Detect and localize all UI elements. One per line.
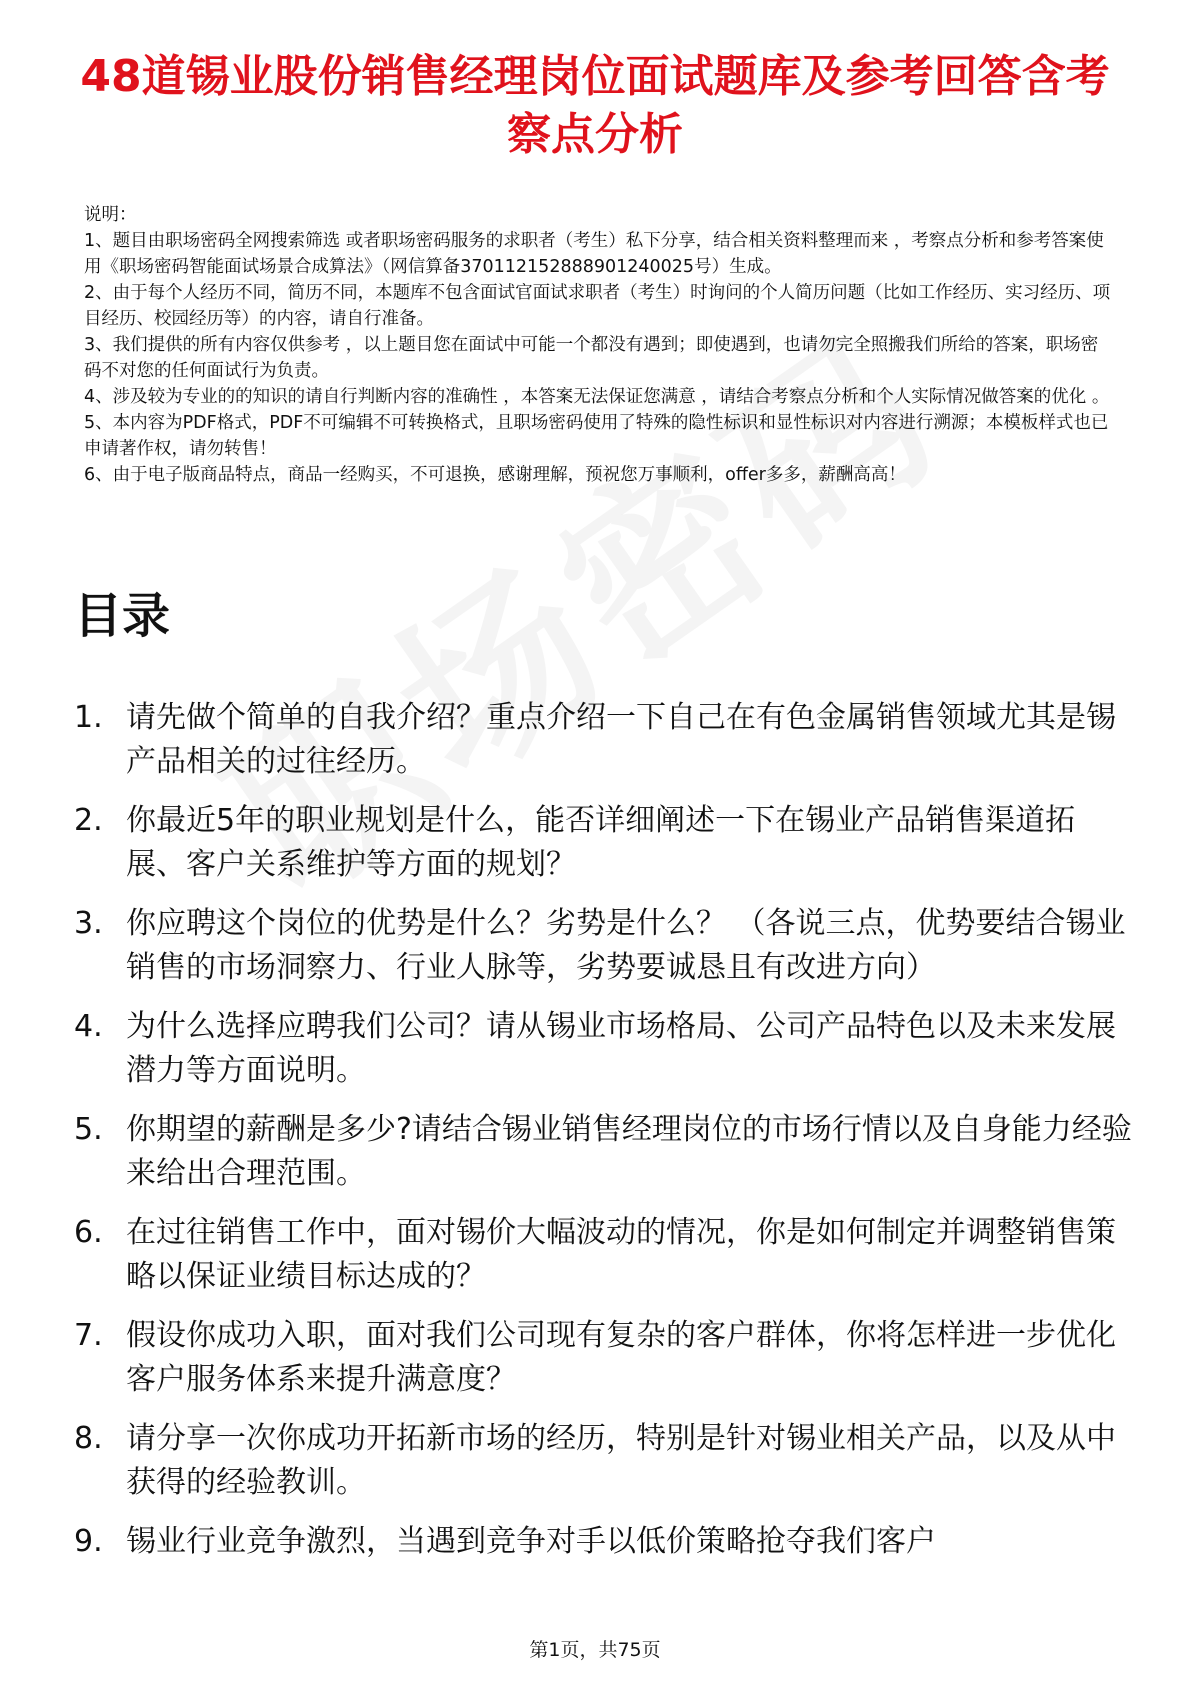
toc-item-number: 9. <box>74 1524 103 1559</box>
toc-item-text: 你应聘这个岗位的优势是什么？劣势是什么？ （各说三点，优势要结合锡业销售的市场洞察力、行业人脉等，劣势要诚恳且有改进方向） <box>126 906 1126 985</box>
notes-item: 1、题目由职场密码全网搜索筛选 或者职场密码服务的求职者（考生）私下分享，结合相关资料整理而来 ，考察点分析和参考答案使用《职场密码智能面试场景合成算法》（网信算备370112152888901240025号）生成。 <box>84 231 1104 277</box>
toc-item-text: 你期望的薪酬是多少?请结合锡业销售经理岗位的市场行情以及自身能力经验来给出合理范围。 <box>126 1112 1132 1191</box>
document-title: 48道锡业股份销售经理岗位面试题库及参考回答含考察点分析 <box>80 51 1110 160</box>
toc-item-text: 请先做个简单的自我介绍？重点介绍一下自己在有色金属销售领域尤其是锡产品相关的过往经历。 <box>126 700 1116 779</box>
toc-item-number: 5. <box>74 1112 103 1147</box>
toc-item-number: 4. <box>74 1009 103 1044</box>
toc-item-number: 8. <box>74 1421 103 1456</box>
toc-item-number: 7. <box>74 1318 103 1353</box>
notes-heading: 说明： <box>84 205 137 225</box>
toc-item-text: 假设你成功入职，面对我们公司现有复杂的客户群体，你将怎样进一步优化客户服务体系来提升满意度？ <box>126 1318 1116 1397</box>
toc-item[interactable] <box>74 1314 1134 1402</box>
notes-section <box>84 202 1114 488</box>
toc-item[interactable] <box>74 1211 1134 1299</box>
toc-list <box>74 696 1134 1579</box>
notes-item: 3、我们提供的所有内容仅供参考 ，以上题目您在面试中可能一个都没有遇到；即使遇到，也请勿完全照搬我们所给的答案，职场密码不对您的任何面试行为负责。 <box>84 335 1099 381</box>
page-footer: 第1页，共75页 <box>529 1639 661 1661</box>
toc-item[interactable] <box>74 1520 1134 1564</box>
toc-item[interactable] <box>74 696 1134 784</box>
toc-item-text: 为什么选择应聘我们公司？请从锡业市场格局、公司产品特色以及未来发展潜力等方面说明。 <box>126 1009 1116 1088</box>
toc-item-text: 请分享一次你成功开拓新市场的经历，特别是针对锡业相关产品，以及从中获得的经验教训。 <box>126 1421 1116 1500</box>
toc-heading: 目录 <box>74 588 171 644</box>
toc-item[interactable] <box>74 799 1134 887</box>
notes-item: 5、本内容为PDF格式，PDF不可编辑不可转换格式，且职场密码使用了特殊的隐性标识和显性标识对内容进行溯源；本模板样式也已申请著作权，请勿转售！ <box>84 413 1109 459</box>
toc-item[interactable] <box>74 1417 1134 1505</box>
toc-item-number: 3. <box>74 906 103 941</box>
notes-item: 2、由于每个人经历不同，简历不同，本题库不包含面试官面试求职者（考生）时询问的个人简历问题（比如工作经历、实习经历、项目经历、校园经历等）的内容，请自行准备。 <box>84 283 1111 329</box>
toc-item-number: 6. <box>74 1215 103 1250</box>
toc-item-text: 你最近5年的职业规划是什么，能否详细阐述一下在锡业产品销售渠道拓展、客户关系维护等方面的规划？ <box>126 803 1076 882</box>
toc-item[interactable] <box>74 1108 1134 1196</box>
toc-item-number: 1. <box>74 700 103 735</box>
toc-item-text: 在过往销售工作中，面对锡价大幅波动的情况，你是如何制定并调整销售策略以保证业绩目标达成的？ <box>126 1215 1116 1294</box>
toc-item-number: 2. <box>74 803 103 838</box>
notes-item: 4、涉及较为专业的的知识的请自行判断内容的准确性 ，本答案无法保证您满意 ，请结合考察点分析和个人实际情况做答案的优化 。 <box>84 387 1110 407</box>
toc-item[interactable] <box>74 902 1134 990</box>
toc-item[interactable] <box>74 1005 1134 1093</box>
notes-item: 6、由于电子版商品特点，商品一经购买，不可退换，感谢理解，预祝您万事顺利，offer多多，薪酬高高！ <box>84 465 906 485</box>
toc-item-text: 锡业行业竞争激烈，当遇到竞争对手以低价策略抢夺我们客户 <box>126 1524 936 1559</box>
